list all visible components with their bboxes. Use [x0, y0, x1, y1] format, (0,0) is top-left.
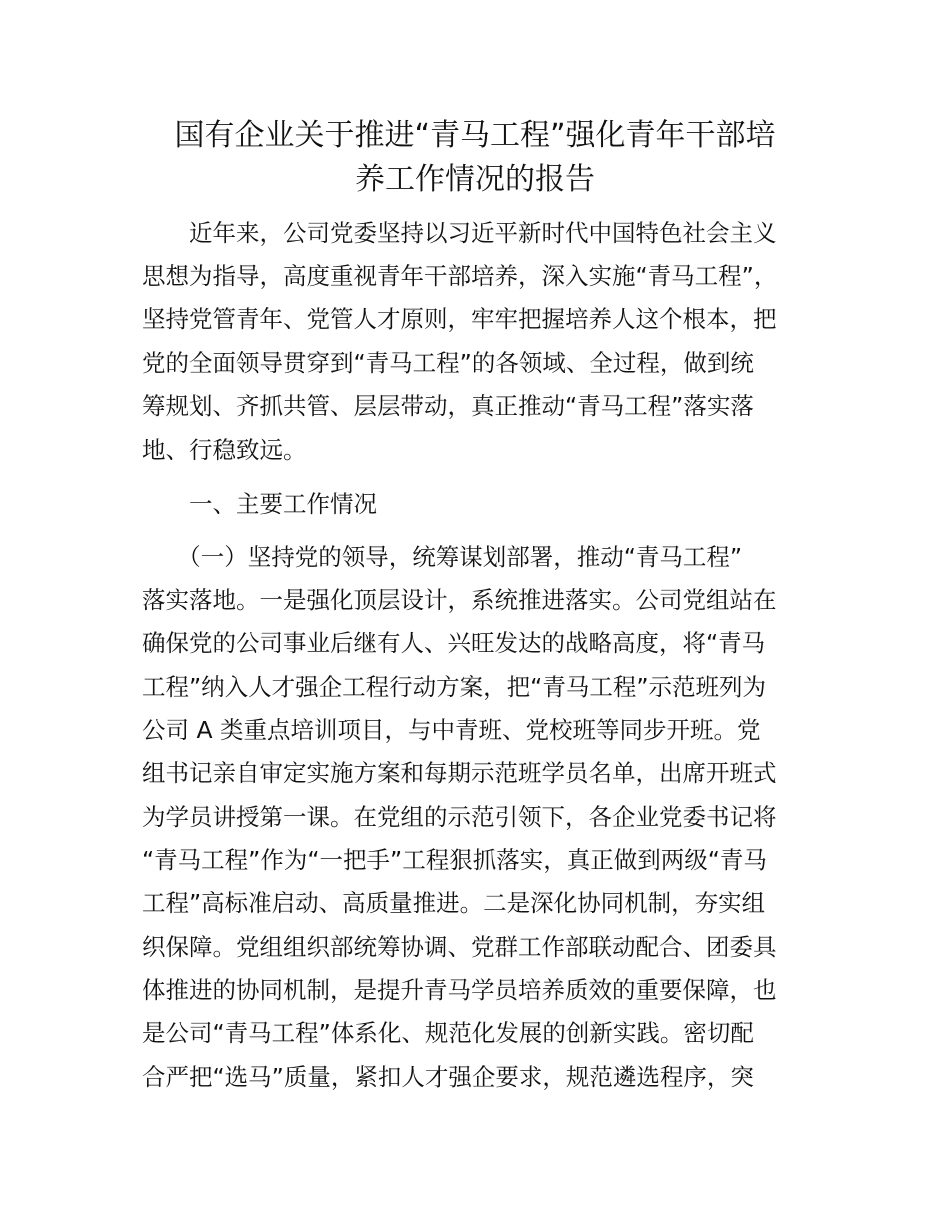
body-line: 筹规划、齐抓共管、层层带动，真正推动“青马工程”落实落: [142, 392, 754, 420]
body-line: 合严把“选马”质量，紧扣人才强企要求，规范遴选程序，突: [142, 1063, 754, 1091]
title-line-2: 养工作情况的报告: [355, 162, 595, 197]
body-line: 思想为指导，高度重视青年干部培养，深入实施“青马工程”，: [142, 262, 778, 290]
body-line: “青马工程”作为“一把手”工程狠抓落实，真正做到两级“青马: [142, 846, 767, 874]
body-line: 组书记亲自审定实施方案和每期示范班学员名单，出席开班式: [142, 759, 777, 787]
title-line-1: 国有企业关于推进“青马工程”强化青年干部培: [174, 118, 776, 153]
body-line: 体推进的协同机制，是提升青马学员培养质效的重要保障，也: [142, 976, 777, 1004]
body-line: 工程”纳入人才强企工程行动方案，把“青马工程”示范班列为: [142, 673, 767, 701]
body-line: 是公司“青马工程”体系化、规范化发展的创新实践。密切配: [142, 1019, 754, 1047]
document-title: [130, 114, 820, 202]
subsection-heading: （一）坚持党的领导，统筹谋划部署，推动“青马工程”: [142, 543, 743, 571]
body-line: 为学员讲授第一课。在党组的示范引领下，各企业党委书记将: [142, 803, 777, 831]
body-line: 工程”高标准启动、高质量推进。二是深化协同机制，夯实组: [142, 889, 766, 917]
body-line: 地、行稳致远。: [142, 436, 307, 464]
body-line: 坚持党管青年、党管人才原则，牢牢把握培养人这个根本，把: [142, 305, 777, 333]
body-line: 织保障。党组组织部统筹协调、党群工作部联动配合、团委具: [142, 933, 777, 961]
body-line: 确保党的公司事业后继有人、兴旺发达的战略高度，将“青马: [142, 629, 766, 657]
body-line: 落实落地。一是强化顶层设计，系统推进落实。公司党组站在: [142, 586, 777, 614]
body-line: 近年来，公司党委坚持以习近平新时代中国特色社会主义: [142, 219, 777, 247]
body-line: 党的全面领导贯穿到“青马工程”的各领域、全过程，做到统: [142, 349, 754, 377]
body-line: 公司 A 类重点培训项目，与中青班、党校班等同步开班。党: [142, 716, 761, 744]
section-heading: 一、主要工作情况: [142, 490, 377, 518]
